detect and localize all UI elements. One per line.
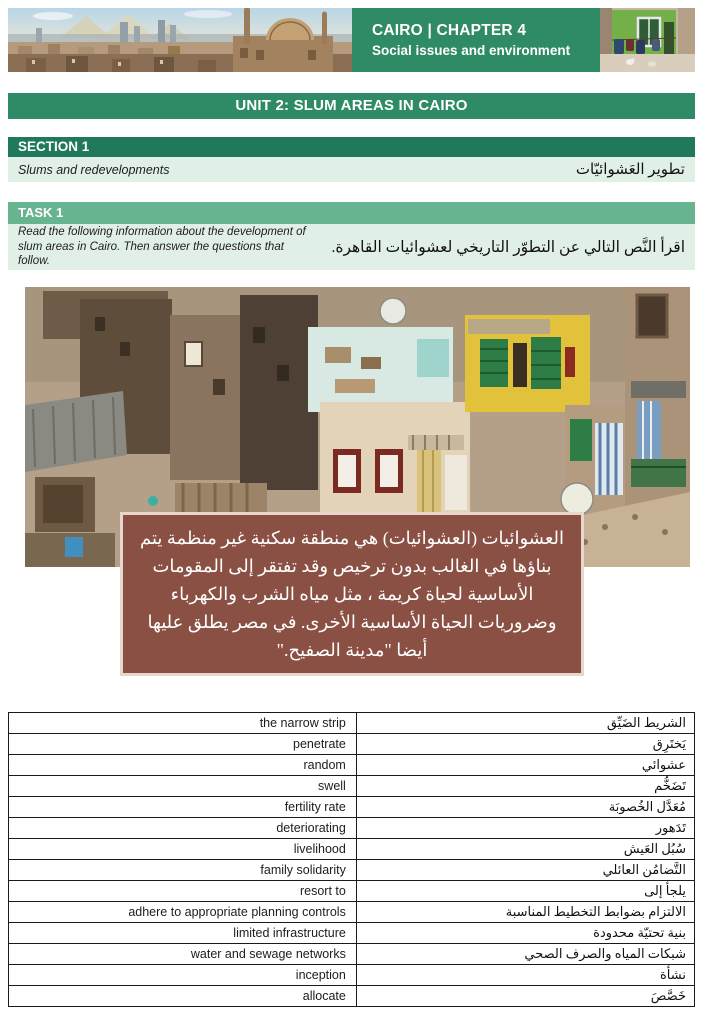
table-row (9, 839, 695, 860)
vocab-cell-arabic: يلجأ إلى (356, 881, 694, 902)
table-row (9, 923, 695, 944)
vocab-cell-arabic: نشأة (356, 965, 694, 986)
vocab-cell-english: swell (9, 776, 357, 797)
section-1-subtitle-strip (8, 157, 695, 182)
section-1-subtitle-ar: تطوير العَشوائيّات (575, 162, 685, 178)
table-row (9, 986, 695, 1007)
vocab-cell-arabic: الشريط الضَيِّق (356, 713, 694, 734)
vocab-cell-english: allocate (9, 986, 357, 1007)
table-row (9, 860, 695, 881)
section-1-subtitle-en: Slums and redevelopments (18, 162, 170, 177)
chapter-title: CAIRO | CHAPTER 4 (372, 22, 527, 39)
vocab-cell-english: penetrate (9, 734, 357, 755)
vocab-cell-english: family solidarity (9, 860, 357, 881)
vocab-cell-arabic: الالتزام بضوابط التخطيط المناسبة (356, 902, 694, 923)
vocab-cell-arabic: مُعَدَّل الخُصوبَة (356, 797, 694, 818)
table-row (9, 797, 695, 818)
table-row (9, 902, 695, 923)
vocab-cell-english: water and sewage networks (9, 944, 357, 965)
vocab-cell-arabic: التَّضامُن العائلي (356, 860, 694, 881)
vocab-cell-arabic: عشوائي (356, 755, 694, 776)
page-header (8, 8, 695, 72)
table-row (9, 965, 695, 986)
vocab-cell-english: livelihood (9, 839, 357, 860)
vocab-cell-english: random (9, 755, 357, 776)
table-row (9, 944, 695, 965)
vocab-cell-arabic: تَدَهور (356, 818, 694, 839)
table-row (9, 881, 695, 902)
chapter-banner (352, 8, 600, 72)
vocab-cell-arabic: شبكات المياه والصرف الصحي (356, 944, 694, 965)
vocab-cell-english: deteriorating (9, 818, 357, 839)
task-1-instructions-ar: اقرأ النَّص التالي عن التطوّر التاريخي لعشوائيات القاهرة. (331, 238, 685, 256)
slum-photo-figure (25, 287, 690, 673)
cairo-skyline-photo (8, 8, 352, 72)
vocab-cell-english: the narrow strip (9, 713, 357, 734)
table-row (9, 713, 695, 734)
task-1-header: TASK 1 (8, 202, 695, 224)
vocab-table-body (9, 713, 695, 1007)
vocab-cell-english: adhere to appropriate planning controls (9, 902, 357, 923)
vocab-cell-arabic: يَختَرِق (356, 734, 694, 755)
vocab-cell-english: inception (9, 965, 357, 986)
table-row (9, 818, 695, 839)
vocab-cell-arabic: خَصَّصَ (356, 986, 694, 1007)
table-row (9, 776, 695, 797)
vocab-cell-arabic: بنية تحتيّة محدودة (356, 923, 694, 944)
green-house-photo (600, 8, 695, 72)
unit-banner: UNIT 2: SLUM AREAS IN CAIRO (8, 93, 695, 119)
photo-caption-arabic: العشوائيات (العشوائيات) هي منطقة سكنية غير منظمة يتم بناؤها في الغالب بدون ترخيص وقد تفتقر إلى المقومات الأساسية لحياة كريمة ، مثل مياه الشرب والكهرباء وضروريات الحياة الأساسية الأخرى. في مصر يطلق عليها أيضا "مدينة الصفيح." (120, 512, 584, 676)
vocab-table (8, 712, 695, 1007)
vocab-cell-english: fertility rate (9, 797, 357, 818)
vocab-cell-arabic: تَضَخُّم (356, 776, 694, 797)
vocab-cell-arabic: سُبُل العَيش (356, 839, 694, 860)
table-row (9, 755, 695, 776)
table-row (9, 734, 695, 755)
vocab-cell-english: resort to (9, 881, 357, 902)
section-1-header: SECTION 1 (8, 137, 695, 157)
task-1-instructions-en: Read the following information about the development of slum areas in Cairo. Then answer the questions that follow. (18, 225, 306, 268)
task-1-instructions-strip (8, 224, 695, 270)
chapter-subtitle: Social issues and environment (372, 43, 571, 58)
vocab-cell-english: limited infrastructure (9, 923, 357, 944)
